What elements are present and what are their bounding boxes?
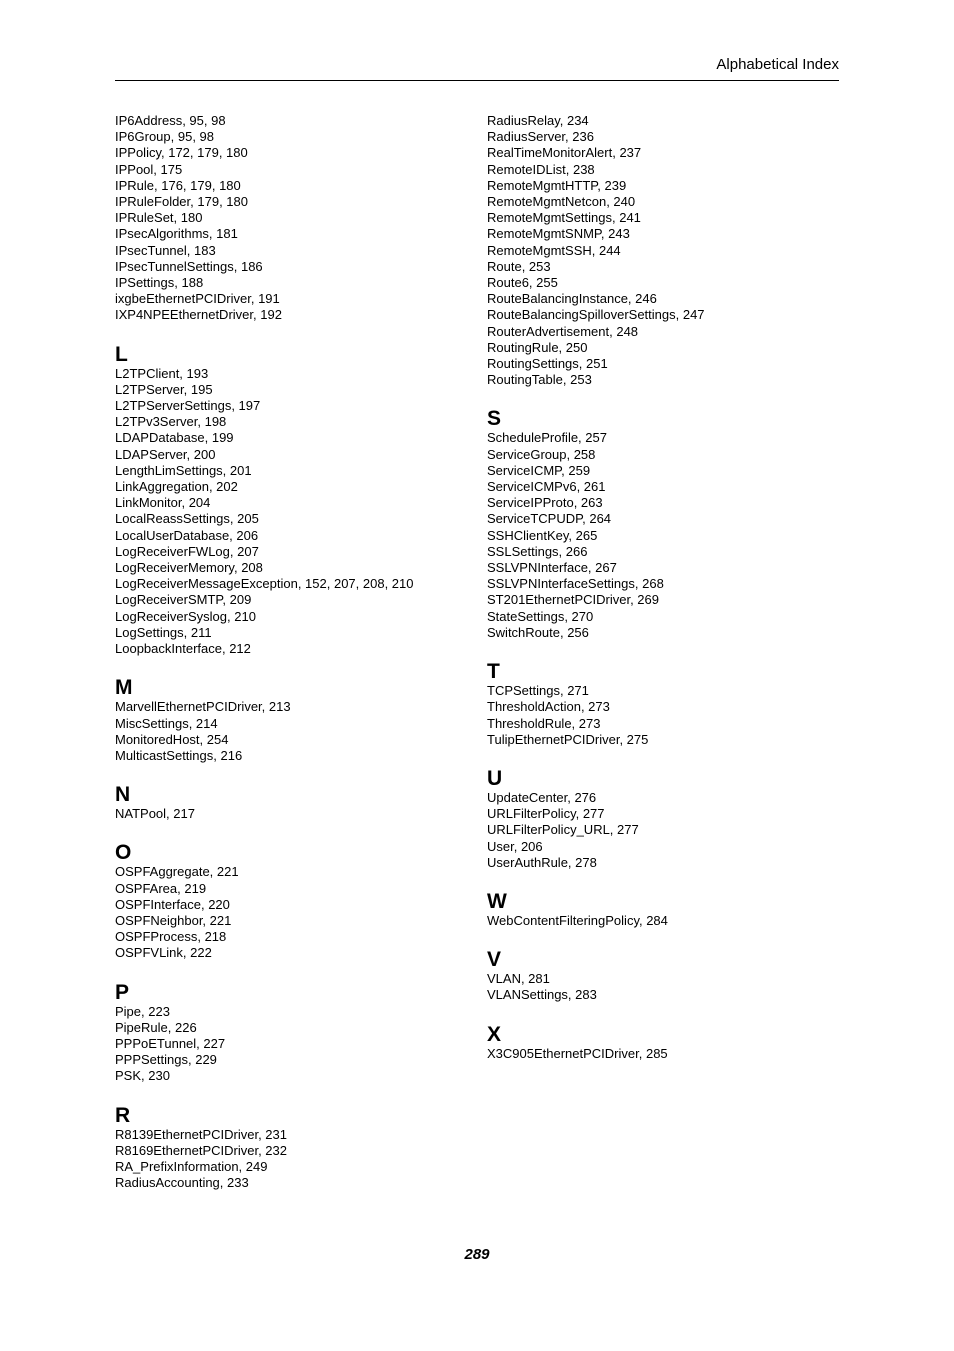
index-entry: OSPFNeighbor, 221 xyxy=(115,912,232,928)
index-entry: RA_PrefixInformation, 249 xyxy=(115,1158,268,1174)
header-divider xyxy=(115,80,839,81)
index-entry: MarvellEthernetPCIDriver, 213 xyxy=(115,699,291,715)
index-entry: RemoteMgmtNetcon, 240 xyxy=(487,194,636,210)
index-entry: Route6, 255 xyxy=(487,275,558,291)
index-entry: ScheduleProfile, 257 xyxy=(487,430,607,446)
index-entry: IXP4NPEEthernetDriver, 192 xyxy=(115,307,282,323)
index-entry: RealTimeMonitorAlert, 237 xyxy=(487,145,642,161)
index-entry: ServiceTCPUDP, 264 xyxy=(487,511,612,527)
index-letter-heading: T xyxy=(487,660,500,684)
index-group xyxy=(115,113,475,324)
index-entry: User, 206 xyxy=(487,838,543,854)
index-entry: SSHClientKey, 265 xyxy=(487,527,598,543)
index-entry: PipeRule, 226 xyxy=(115,1019,197,1035)
index-entry: RouterAdvertisement, 248 xyxy=(487,323,639,339)
index-entry: RemoteIDList, 238 xyxy=(487,161,595,177)
index-entry: ixgbeEthernetPCIDriver, 191 xyxy=(115,291,280,307)
index-entry: Route, 253 xyxy=(487,258,551,274)
index-entry: R8169EthernetPCIDriver, 232 xyxy=(115,1142,287,1158)
index-entry: ST201EthernetPCIDriver, 269 xyxy=(487,592,659,608)
index-letter-heading: M xyxy=(115,676,133,700)
index-entry: LDAPServer, 200 xyxy=(115,446,216,462)
index-entry: Pipe, 223 xyxy=(115,1003,170,1019)
index-entry: ThresholdAction, 273 xyxy=(487,699,610,715)
index-entry: IPRuleFolder, 179, 180 xyxy=(115,194,248,210)
index-entry: IPPool, 175 xyxy=(115,161,183,177)
index-entry: SSLVPNInterfaceSettings, 268 xyxy=(487,576,664,592)
index-entry: LogReceiverSMTP, 209 xyxy=(115,592,252,608)
index-letter-heading: N xyxy=(115,783,131,807)
index-group xyxy=(487,1024,839,1062)
index-entry: IP6Group, 95, 98 xyxy=(115,129,215,145)
index-group xyxy=(115,784,475,822)
index-entry: X3C905EthernetPCIDriver, 285 xyxy=(487,1045,668,1061)
index-entry: MulticastSettings, 216 xyxy=(115,747,243,763)
index-entry: ServiceICMP, 259 xyxy=(487,462,591,478)
index-group xyxy=(115,1105,475,1192)
index-entry: RoutingSettings, 251 xyxy=(487,356,608,372)
index-entry: IPRuleSet, 180 xyxy=(115,210,203,226)
index-entry: StateSettings, 270 xyxy=(487,608,594,624)
index-entry: URLFilterPolicy, 277 xyxy=(487,806,605,822)
index-entry: ServiceGroup, 258 xyxy=(487,446,596,462)
index-entry: LocalUserDatabase, 206 xyxy=(115,527,259,543)
index-entry: LinkAggregation, 202 xyxy=(115,479,238,495)
index-group xyxy=(115,677,475,764)
index-entry: LengthLimSettings, 201 xyxy=(115,462,252,478)
index-column-left xyxy=(115,113,475,1191)
index-group xyxy=(487,891,839,929)
index-group xyxy=(115,982,475,1085)
index-entry: TulipEthernetPCIDriver, 275 xyxy=(487,731,649,747)
index-entry: PPPoETunnel, 227 xyxy=(115,1035,226,1051)
index-entry: IPsecTunnel, 183 xyxy=(115,242,216,258)
index-entry: ServiceIPProto, 263 xyxy=(487,495,603,511)
index-entry: RemoteMgmtHTTP, 239 xyxy=(487,177,627,193)
index-entry: NATPool, 217 xyxy=(115,806,195,822)
index-letter-heading: S xyxy=(487,407,502,431)
index-letter-heading: O xyxy=(115,841,132,865)
running-header-title: Alphabetical Index xyxy=(716,56,839,73)
index-group xyxy=(487,113,839,388)
index-entry: RemoteMgmtSSH, 244 xyxy=(487,242,621,258)
index-entry: UpdateCenter, 276 xyxy=(487,789,597,805)
index-entry: PPPSettings, 229 xyxy=(115,1052,217,1068)
index-entry: MonitoredHost, 254 xyxy=(115,731,229,747)
page-number: 289 xyxy=(464,1246,490,1263)
index-entry: L2TPServer, 195 xyxy=(115,381,213,397)
index-entry: RadiusServer, 236 xyxy=(487,129,594,145)
index-entry: RadiusRelay, 234 xyxy=(487,113,589,128)
index-entry: RouteBalancingInstance, 246 xyxy=(487,291,657,307)
index-group xyxy=(115,842,475,961)
index-entry: LDAPDatabase, 199 xyxy=(115,430,234,446)
index-entry: OSPFArea, 219 xyxy=(115,880,207,896)
index-entry: LogSettings, 211 xyxy=(115,624,212,640)
index-entry: LocalReassSettings, 205 xyxy=(115,511,259,527)
index-entry: OSPFVLink, 222 xyxy=(115,945,212,961)
index-letter-heading: X xyxy=(487,1022,502,1046)
index-letter-heading: V xyxy=(487,948,502,972)
index-entry: IPsecAlgorithms, 181 xyxy=(115,226,238,242)
index-group xyxy=(487,768,839,871)
index-letter-heading: L xyxy=(115,342,128,366)
index-column-right xyxy=(487,113,839,1062)
index-entry: SSLVPNInterface, 267 xyxy=(487,560,617,576)
index-entry: MiscSettings, 214 xyxy=(115,715,218,731)
index-entry: RemoteMgmtSettings, 241 xyxy=(487,210,641,226)
index-letter-heading: W xyxy=(487,889,507,913)
index-entry: RemoteMgmtSNMP, 243 xyxy=(487,226,630,242)
index-entry: LogReceiverSyslog, 210 xyxy=(115,608,256,624)
index-entry: OSPFInterface, 220 xyxy=(115,896,230,912)
index-entry: OSPFProcess, 218 xyxy=(115,929,227,945)
index-entry: VLANSettings, 283 xyxy=(487,987,597,1003)
index-entry: IP6Address, 95, 98 xyxy=(115,113,226,128)
index-group xyxy=(115,344,475,658)
index-entry: LogReceiverFWLog, 207 xyxy=(115,543,259,559)
index-entry: IPSettings, 188 xyxy=(115,275,204,291)
index-entry: VLAN, 281 xyxy=(487,971,550,987)
index-entry: PSK, 230 xyxy=(115,1068,170,1084)
index-letter-heading: P xyxy=(115,980,130,1004)
index-entry: R8139EthernetPCIDriver, 231 xyxy=(115,1126,287,1142)
index-entry: ThresholdRule, 273 xyxy=(487,715,601,731)
index-entry: TCPSettings, 271 xyxy=(487,683,589,699)
index-entry: IPRule, 176, 179, 180 xyxy=(115,177,241,193)
index-entry: SwitchRoute, 256 xyxy=(487,624,589,640)
index-entry: LoopbackInterface, 212 xyxy=(115,641,251,657)
index-entry: RoutingTable, 253 xyxy=(487,372,592,388)
index-entry: WebContentFilteringPolicy, 284 xyxy=(487,912,668,928)
index-entry: L2TPServerSettings, 197 xyxy=(115,398,261,414)
index-entry: LinkMonitor, 204 xyxy=(115,495,211,511)
index-entry: UserAuthRule, 278 xyxy=(487,854,597,870)
index-entry: RouteBalancingSpilloverSettings, 247 xyxy=(487,307,705,323)
index-group xyxy=(487,661,839,748)
index-entry: URLFilterPolicy_URL, 277 xyxy=(487,822,639,838)
index-letter-heading: R xyxy=(115,1103,131,1127)
index-entry: RadiusAccounting, 233 xyxy=(115,1175,249,1191)
index-group xyxy=(487,949,839,1003)
index-entry: ServiceICMPv6, 261 xyxy=(487,479,606,495)
index-entry: LogReceiverMemory, 208 xyxy=(115,560,263,576)
index-entry: LogReceiverMessageException, 152, 207, 208, 210 xyxy=(115,576,414,592)
index-entry: L2TPv3Server, 198 xyxy=(115,414,227,430)
index-entry: L2TPClient, 193 xyxy=(115,365,209,381)
index-letter-heading: U xyxy=(487,766,503,790)
index-entry: IPPolicy, 172, 179, 180 xyxy=(115,145,248,161)
index-entry: RoutingRule, 250 xyxy=(487,339,588,355)
index-entry: IPsecTunnelSettings, 186 xyxy=(115,258,263,274)
index-group xyxy=(487,408,839,641)
index-entry: SSLSettings, 266 xyxy=(487,543,588,559)
index-entry: OSPFAggregate, 221 xyxy=(115,864,239,880)
